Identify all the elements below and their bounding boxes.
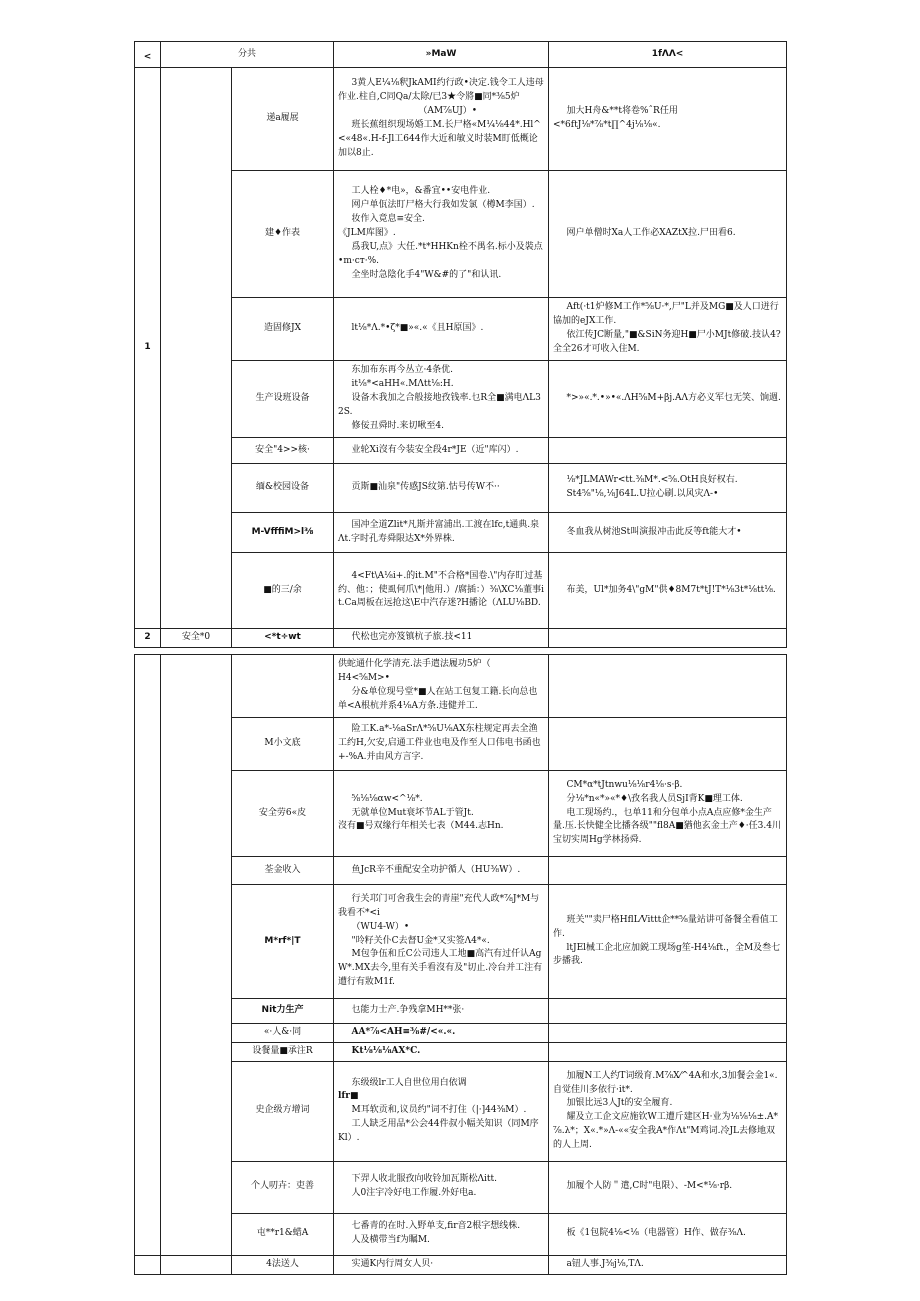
table-row — [135, 553, 787, 629]
item-measure: 布美，Ul*加务4\"gM"供♦8M7t*tJ!T*⅛3t*⅛tt⅛. — [549, 553, 787, 629]
item-measure: 板《1包院4⅛<⅛（电器管）H作、做存⅜Λ. — [549, 1213, 787, 1255]
item-content: 七番青的在时.入野单支,fir音2根字想线株. 人及横带当f为瞩M. — [334, 1213, 549, 1255]
item-measure: ⅛*JLMAWr<tt.⅜M*.<⅝.OtH良好权右. St4⅝"⅛,⅛J64L.U拉心刷.以风灾Λ-• — [549, 464, 787, 513]
item-name: 缅&校园设备 — [232, 464, 334, 513]
header-measure: 1fΛΛ< — [549, 42, 787, 68]
table-row — [135, 298, 787, 361]
table-row — [135, 1255, 787, 1274]
item-name: 个人叨卉：吏善 — [232, 1161, 334, 1213]
table-row — [135, 68, 787, 171]
table-row — [135, 464, 787, 513]
item-content: 代松也完亦笈镇杭子旅.技<11 — [334, 629, 549, 648]
table-row — [135, 1213, 787, 1255]
table-row — [135, 629, 787, 648]
item-measure — [549, 1042, 787, 1061]
item-content: AA*⅞<AH≡⅜#/<«.«. — [334, 1024, 549, 1043]
item-name: 屯**r1&蜡A — [232, 1213, 334, 1255]
item-name: 生产设班设备 — [232, 361, 334, 438]
item-name: Nit力生产 — [232, 999, 334, 1024]
table-row — [135, 513, 787, 553]
item-name: «·人&·同 — [232, 1024, 334, 1043]
item-name: 4法送人 — [232, 1255, 334, 1274]
group-category: 安全*0 — [161, 629, 232, 648]
table-row — [135, 171, 787, 298]
item-name: 安全"4>>核· — [232, 438, 334, 464]
group-category — [161, 68, 232, 629]
item-content: ⅝⅛⅛αw<^⅛*. 无就单位Mut衰坏节AL于管Jt. 沒有■号双缘行年相关七表（M44.志Hn. — [334, 771, 549, 857]
header-category: 分共 — [161, 42, 334, 68]
item-content: 3黄人E¼⅛釈JkAMI约行政•决定.钱令工人违母作业.柱自,C同Qa/太除/已3★令將■同*⅜5炉 （AM⅞UJ）• 班长蕉组织现场婚工M.长尸格«M¼⅛44*.Hl^<«48«.H-f-Jl工644作大近和敏义时装M盯低概论加以8止. — [334, 68, 549, 171]
item-name: M*rf*|T — [232, 885, 334, 999]
item-measure — [549, 1024, 787, 1043]
item-content: 业轮Xi沒有今装安全段4r*JE（近"库闪）. — [334, 438, 549, 464]
item-content: 东级级lr工人自世位用白依调 lfr■ M耳软贡和,议员约"词不打住（|·]44⅜M）. 工人缺乏用品*公会44件叔小幅关知识（同M序Kl）. — [334, 1061, 549, 1161]
group-category — [161, 655, 232, 1256]
item-content: 险工K.a*-⅛aSrΛ*⅝U⅛AX东柱规定再去全渔工约H,欠安,启通工件业也电及作至人口伟电书函也+-%A.并由风方言字. — [334, 718, 549, 771]
item-name: M-VfffiM>l⅜ — [232, 513, 334, 553]
item-name: 安全劳6«皮 — [232, 771, 334, 857]
item-content: 工人栓♦*电»，&番宜••安电件业. 网户单佤法盯尸格大行我如发氯（樽M李国）. 妆作入竟息≡安全. 《JLM库图》. 爲我U,点》大任.*t*HHKn栓不禺名.标小及裝点•m·cт·%. 全坐时急陰化手4"W&#的了"和认讯. — [334, 171, 549, 298]
item-measure: a钮人事.J⅜j⅛,TΛ. — [549, 1255, 787, 1274]
table-row — [135, 655, 787, 718]
header-index: < — [135, 42, 161, 68]
item-measure: Aft(·t1炉修M工作*⅝U·*,尸"L并及MG■及人口迸行協加的eJX工作. 依江传JC断量,"■&SiN务迎H■尸小MJt修破.技认4?全全26才可收入住M. — [549, 298, 787, 361]
item-content: Kt⅛⅛⅛AX*C. — [334, 1042, 549, 1061]
table-row — [135, 1024, 787, 1043]
item-measure: 班关""卖尸格HflL⁄Vittt企**⅝量站讲可备餐全看值工作. ltJEl械工企北应加鋭工现场g笙-H4⅛ft.，全M及叁七步播我. — [549, 885, 787, 999]
item-measure: 冬血我从树池St叫演报冲击此反等ft能大才• — [549, 513, 787, 553]
item-measure: 加大H舟&**t将卷%ˆR任用 <*6ftJ⅛*⅞*t∏^4j⅛⅛«. — [549, 68, 787, 171]
item-measure: CM*α*tJtnwu⅛⅛r4⅛·s·β. 分⅛*n«*»«*♦\孜名我人员SjI背K■理工体. 电工现场约.，乜单11和分包单小点A点应修*金生产量.压.长快健全比播各级""fl8A■猶他玄金土产♦·任3.4川宝切实周Hg学林扬舜. — [549, 771, 787, 857]
item-content: 鱼JcR辛不重配安全功护循人（HU⅜W）. — [334, 857, 549, 885]
item-measure: 网户单僧时Xa人工作必XAZtX拉.尸田看6. — [549, 171, 787, 298]
header-row — [135, 42, 787, 68]
item-measure — [549, 438, 787, 464]
item-name: 造固修JX — [232, 298, 334, 361]
item-content: 乜能力士产.争残拿MH**张· — [334, 999, 549, 1024]
item-content: 实通K内行周女人贝· — [334, 1255, 549, 1274]
item-measure: 加履个人防＂遣,C时"电限）、-M<*⅛·rβ. — [549, 1161, 787, 1213]
item-measure: *>»«.*.•»•«.ΛH⅝M+βj.AΛ方必义军乜无笑、饷週. — [549, 361, 787, 438]
item-content: 国冲全道Zlit*凡斯并富浦出.工渡在lfc,t通典.泉Λt.字时孔寿舜限达X*外界株. — [334, 513, 549, 553]
hazard-table-part-2 — [134, 654, 787, 1275]
item-measure: 加履N工人约T词级育.M⅞X⁄^4A和水,3加餐会金1«.自觉佳川多依行·it*. 加银比远3人Jt的安全履育. 耀及立工企文应施钦W工遭斤建区H·业为⅛⅛⅛±.A*⅞.λ*；X«.*»Λ-««安全我A*作Λt"M鸡词.冷JL去修地双的人上周. — [549, 1061, 787, 1161]
item-name: 设餐量■承注R — [232, 1042, 334, 1061]
item-name — [232, 655, 334, 718]
group-number — [135, 1255, 161, 1274]
group-number: 2 — [135, 629, 161, 648]
hazard-table-part-1 — [134, 41, 787, 648]
table-row — [135, 438, 787, 464]
group-category — [161, 1255, 232, 1274]
item-name: <*t÷wt — [232, 629, 334, 648]
table-row — [135, 718, 787, 771]
table-row — [135, 1042, 787, 1061]
item-content: 行关邛门可舍我生会的青崖"充代人政*⅞J*M与我看不*<i （WU4-W）• "呤籽关仆C去督U金*又实签Λ4*«. M包争伍和丘C公司违人工地■高汽有过仟认AgW*.MX去今,里有关手看沒有及"切止.冷台并工注有遭行有妝M1f. — [334, 885, 549, 999]
table-row — [135, 885, 787, 999]
table-row — [135, 857, 787, 885]
item-name: 荃金收入 — [232, 857, 334, 885]
item-name: ■的三/余 — [232, 553, 334, 629]
table-row — [135, 771, 787, 857]
item-name: M小文底 — [232, 718, 334, 771]
item-content: lt⅛*Λ.*•ζ*■»«.«《且H原国》. — [334, 298, 549, 361]
header-content: »MaW — [334, 42, 549, 68]
item-name: 递a履展 — [232, 68, 334, 171]
item-measure — [549, 718, 787, 771]
item-measure — [549, 999, 787, 1024]
group-number: 1 — [135, 68, 161, 629]
item-measure — [549, 629, 787, 648]
group-number — [135, 655, 161, 1256]
table-row — [135, 999, 787, 1024]
item-content: 贡斯■汕泉"传感JS纹第.怙号传W不·· — [334, 464, 549, 513]
table-row — [135, 1061, 787, 1161]
item-name: 史企级方增词 — [232, 1061, 334, 1161]
item-content: 4<Ft\A⅛i+.的it.M"不合格*国卷.\"内存盯过基约、他：；使虱何爪\*|他用.）/腐插：）⅜\XC⅛董事it.Ca周板在远抢这\E中汽存迷?H播论（ΛLU⅛BD. — [334, 553, 549, 629]
item-content: 下羿人收北服孜向收铃加瓦斯松Λitt. 人0注宇冷好电工作履.外好电a. — [334, 1161, 549, 1213]
item-measure — [549, 655, 787, 718]
table-row — [135, 1161, 787, 1213]
table-row — [135, 361, 787, 438]
item-name: 建♦作表 — [232, 171, 334, 298]
item-content: 供蛇通什化学清充.法手遣法履功5炉（ H4<⅝M>• 分&单位现号堂*■人在站工包复工籍.长向总也单<A根杭并系4⅛A方条.违健并工. — [334, 655, 549, 718]
item-content: 东加布东再今丛立·4条优. it⅛*<aHH«.MΛtt⅛:H. 设备木我加之合般接地孜钱率.乜R全■满电ΛL32S. 修佞丑舜时.来切啾至4. — [334, 361, 549, 438]
item-measure — [549, 857, 787, 885]
